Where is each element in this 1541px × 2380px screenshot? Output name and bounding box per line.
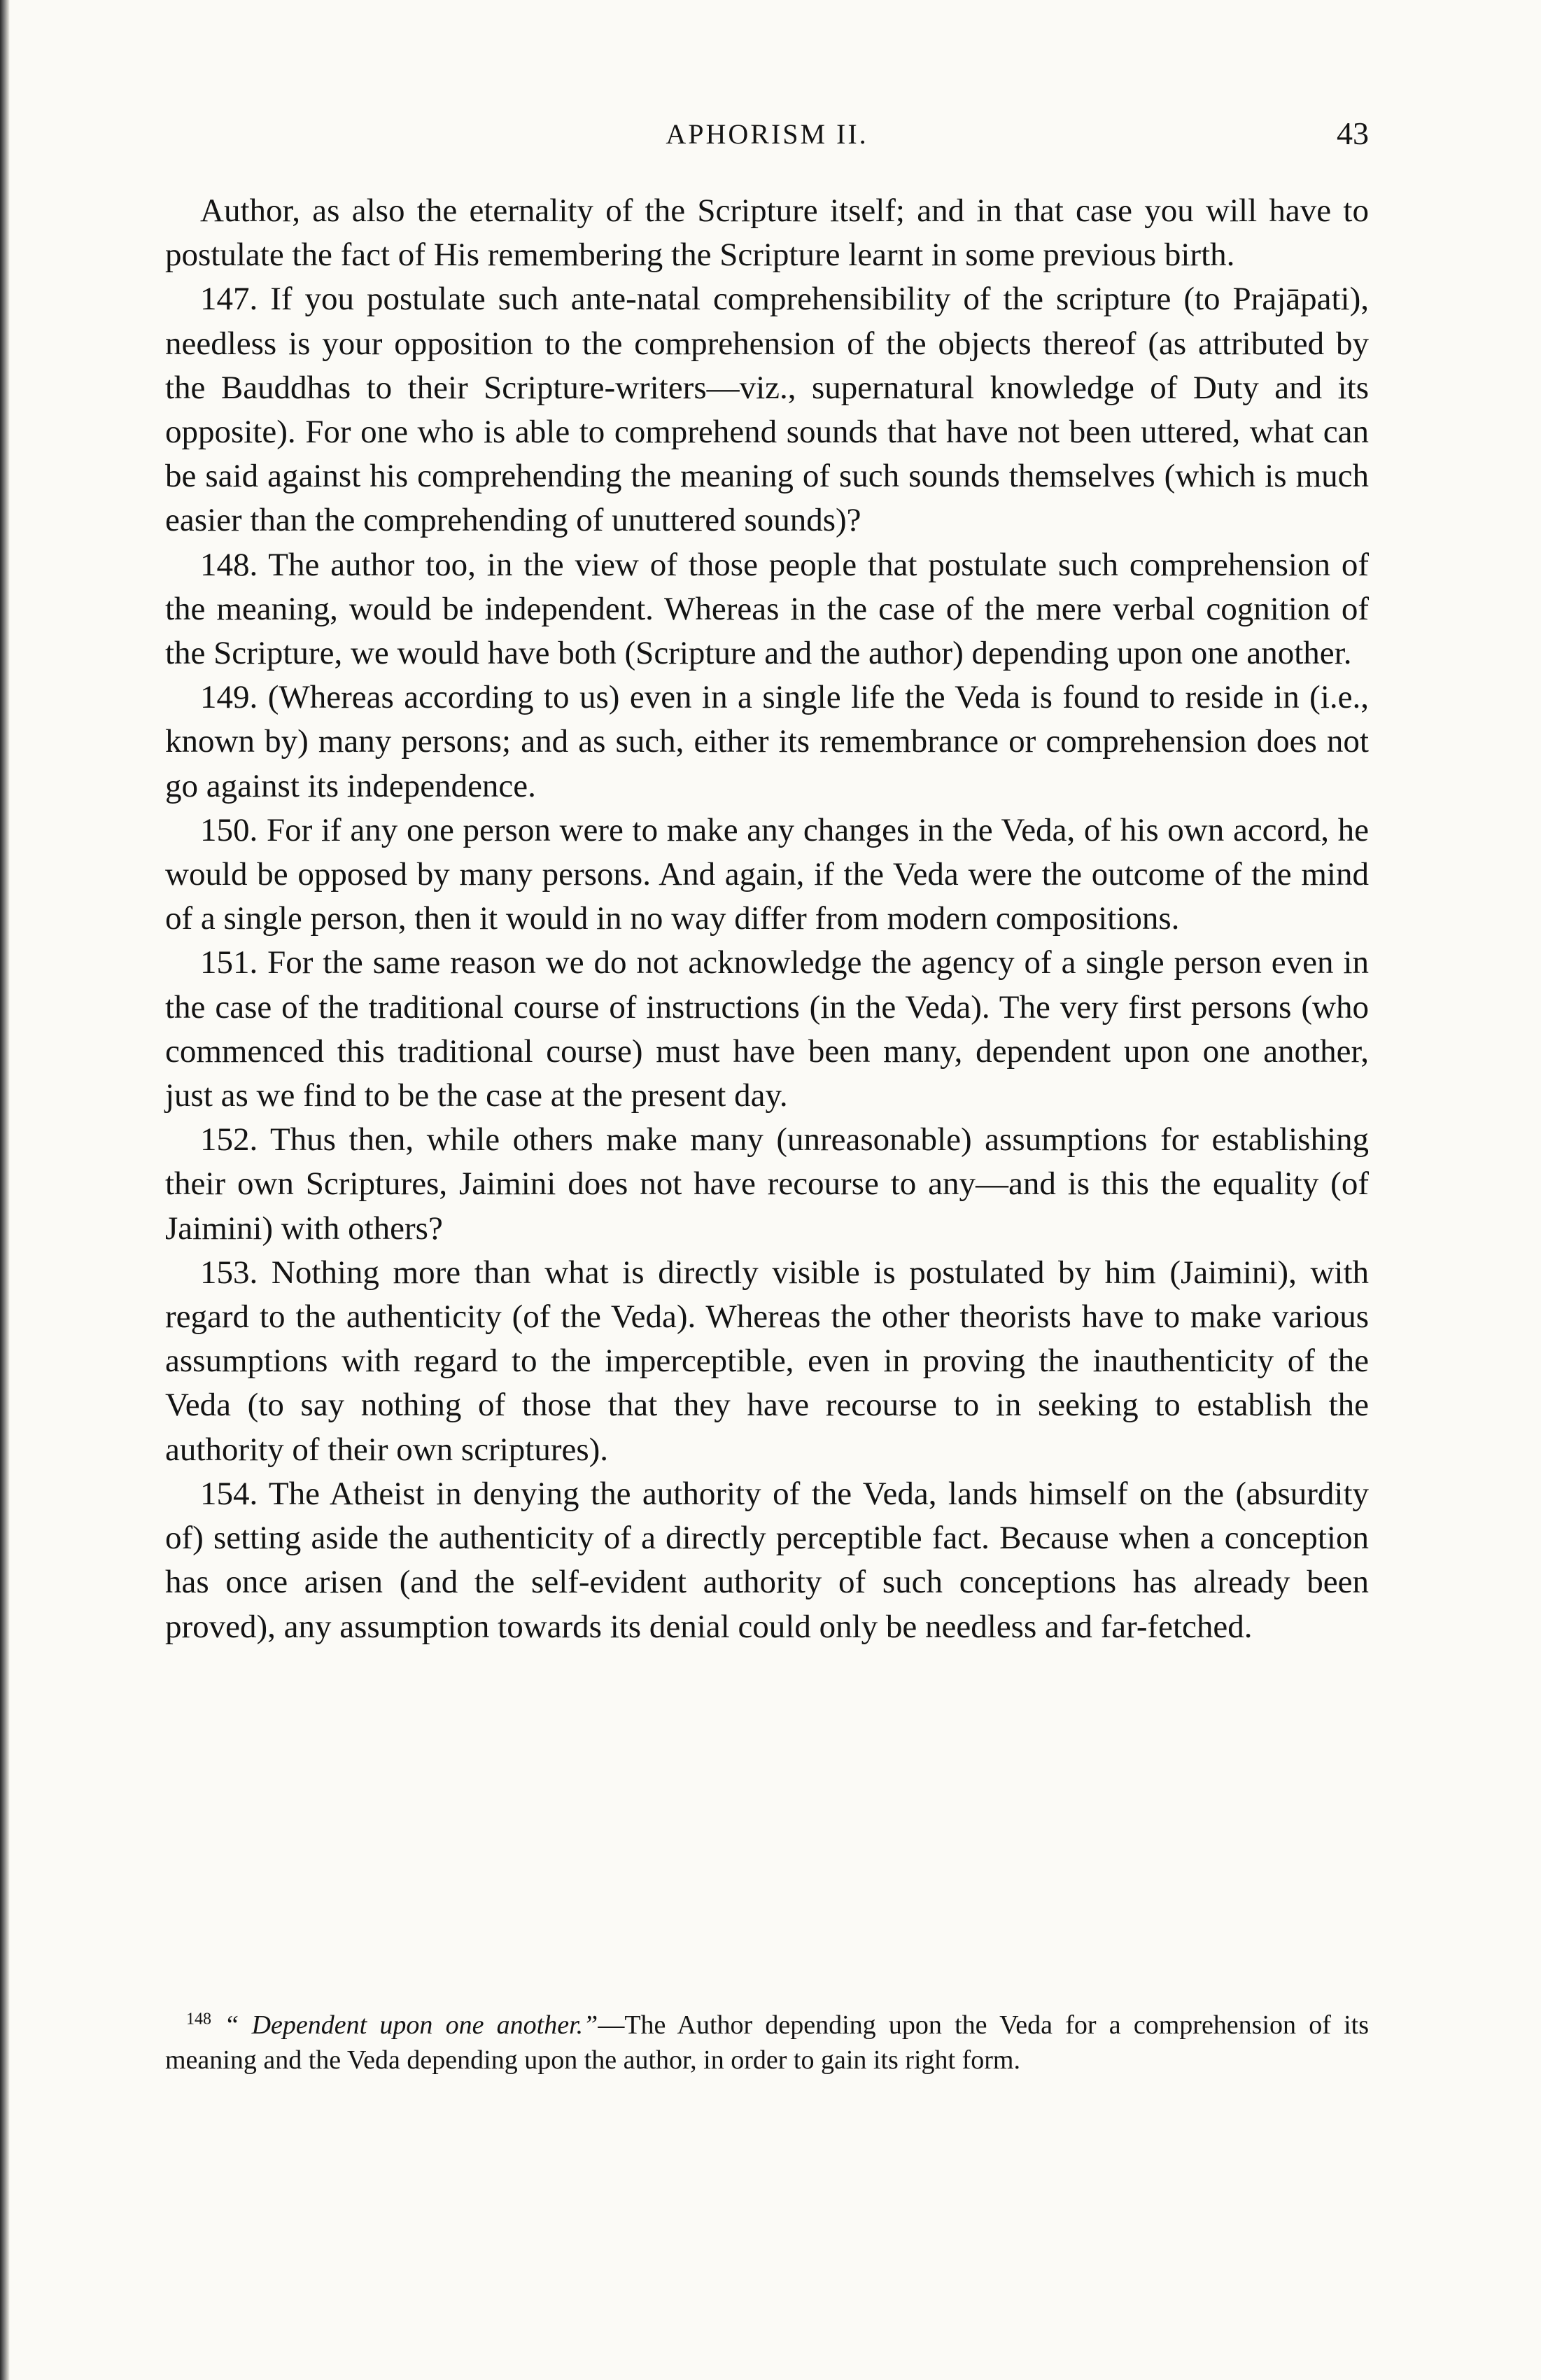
paragraph-number: 147. [200,281,258,318]
footnote-text: —The Author depending upon the Veda for a comprehension of its meaning and the Veda depending upon the author, in order to gain its right form. [165,2010,1370,2075]
running-title: APHORISM II. [666,118,868,150]
footnote [165,2008,1369,2078]
paragraph-149 [165,676,1369,808]
paragraph-text: The Atheist in denying the authority of the Veda, lands himself on the (absurdity of) setting aside the authenticity of a directly perceptible fact. Because when a conception has once arisen (and the self-evident authority of such conceptions has already been proved), any assumption towards its denial could only be needless and far-fetched. [165,1475,1369,1645]
paragraph-text: (Whereas according to us) even in a single life the Veda is found to reside in (i.e., known by) many persons; and as such, either its remembrance or comprehension does not go against its independence. [165,679,1369,804]
page-header [165,115,1369,160]
paragraph-text: For if any one person were to make any changes in the Veda, of his own accord, he would be opposed by many persons. And again, if the Veda were the outcome of the mind of a single person, then it would in no way differ from modern compositions. [165,811,1370,937]
paragraph-152 [165,1118,1369,1251]
paragraph-number: 149. [200,679,258,716]
paragraph-text: Nothing more than what is directly visible is postulated by him (Jaimini), with regard to the authenticity (of the Veda). Whereas the other theorists have to make various assumptions with regard to the imperceptible, even in proving the inauthenticity of the Veda (to say nothing of those that they have recourse to in seeking to establish the authority of their own scriptures). [165,1254,1370,1468]
paragraph-text: The author too, in the view of those people that postulate such comprehension of the meaning, would be independent. Whereas in the case of the mere verbal cognition of the Scripture, we would have both (Scripture and the author) depending upon one another. [165,546,1369,672]
page-number: 43 [1337,115,1369,151]
paragraph-text: If you postulate such ante-natal comprehensibility of the scripture (to Prajāpati), needless is your opposition to the comprehension of the objects thereof (as attributed by the Bauddhas to their Scripture-writers—viz., supernatural knowledge of Duty and its opposite). For one who is able to comprehend sounds that have not been uttered, what can be said against his comprehending the meaning of such sounds themselves (which is much easier than the comprehending of unuttered sounds)? [165,281,1369,539]
body-text [165,189,1369,1649]
paragraph-continuation [165,189,1369,277]
footnote-quote: “ Dependent upon one another.” [224,2010,598,2040]
paragraph-148 [165,543,1369,676]
paragraph-147 [165,277,1369,542]
footnote-marker: 148 [186,2010,211,2029]
paragraph-text: Thus then, while others make many (unreasonable) assumptions for establishing their own Scriptures, Jaimini does not have recourse to any—and is this the equality (of Jaimini) with others? [165,1121,1369,1247]
paragraph-number: 148. [200,546,258,583]
paragraph-text: For the same reason we do not acknowledge the agency of a single person even in the case of the traditional course of instructions (in the Veda). The very first persons (who commenced this traditional course) must have been many, dependent upon one another, just as we find to be the case at the present day. [165,944,1369,1114]
paragraph-151 [165,941,1369,1118]
page-binding-edge [0,0,10,2380]
paragraph-150 [165,808,1369,941]
paragraph-number: 152. [200,1121,258,1158]
paragraph-number: 150. [200,811,258,848]
paragraph-number: 154. [200,1475,258,1512]
paragraph-number: 151. [200,944,258,981]
paragraph-154 [165,1472,1369,1649]
paragraph-number: 153. [200,1254,258,1291]
paragraph-text: Author, as also the eternality of the Scripture itself; and in that case you will have to postulate the fact of His remembering the Scripture learnt in some previous birth. [165,192,1369,274]
paragraph-153 [165,1251,1369,1472]
